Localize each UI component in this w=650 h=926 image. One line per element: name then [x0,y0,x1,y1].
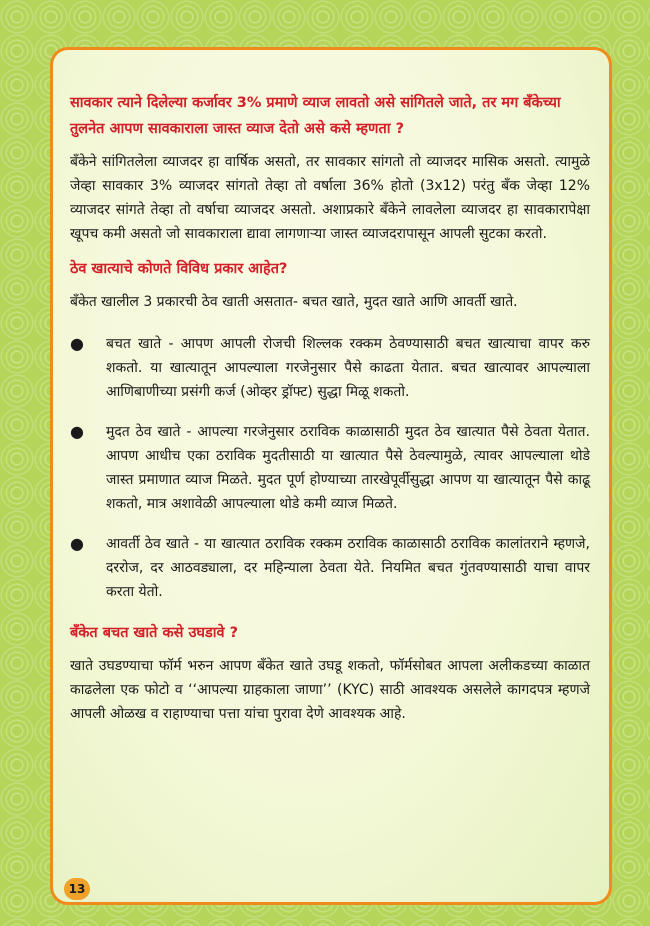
list-item-recurring-deposit [70,532,590,604]
bullet-text: बचत खाते - आपण आपली रोजची शिल्लक रक्कम ठेवण्यासाठी बचत खात्याचा वापर करु शकतो. या खात्यातून आपल्याला गरजेनुसार पैसे काढता येतात. बचत खात्यावर आपल्याला आणिबाणीच्या प्रसंगी कर्ज (ओव्हर ड्रॉफ्ट) सुद्धा मिळू शकतो. [106,336,590,400]
bullet-text: आवर्ती ठेव खाते - या खात्यात ठराविक रक्कम ठराविक काळासाठी ठराविक कालांतराने म्हणजे, दररोज, दर आठवड्याला, दर महिन्याला ठेवता येते. नियमित बचत गुंतवण्यासाठी याचा वापर करता येतो. [106,536,590,600]
bullet-text: मुदत ठेव खाते - आपल्या गरजेनुसार ठराविक काळासाठी मुदत ठेव खात्यात पैसे ठेवता येतात. आपण आधीच एका ठराविक मुदतीसाठी या खात्यात पैसे ठेवल्यामुळे, त्यावर आपल्याला थोडे जास्त प्रमाणात व्याज मिळते. मुदत पूर्ण होण्याच्या तारखेपूर्वीसुद्धा आपण या खात्यातून पैसे काढू शकतो, मात्र अशावेळी आपल्याला थोडे कमी व्याज मिळते. [106,424,590,512]
question-heading-deposit-types: ठेव खात्याचे कोणते विविध प्रकार आहेत? [70,261,288,277]
page-number: 13 [64,878,90,900]
answer-open-account: खाते उघडण्याचा फॉर्म भरुन आपण बँकेत खाते उघडू शकतो, फॉर्मसोबत आपला अलीकडच्या काळात काढलेला एक फोटो व ‘‘आपल्या ग्राहकाला जाणा’’ (KYC) साठी आवश्यक असलेले कागदपत्र म्हणजे आपली ओळख व राहाण्याचा पत्ता यांचा पुरावा देणे आवश्यक आहे. [70,658,590,722]
list-item-savings-account [70,332,590,404]
bullet-dot-icon: ● [70,534,84,553]
bullet-dot-icon: ● [70,422,84,441]
deposit-types-intro: बँकेत खालील 3 प्रकारची ठेव खाती असतात- बचत खाते, मुदत खाते आणि आवर्ती खाते. [70,294,518,310]
answer-interest: बँकेने सांगितलेला व्याजदर हा वार्षिक असतो, तर सावकार सांगतो तो व्याजदर मासिक असतो. त्यामुळे जेव्हा सावकार 3% व्याजदर सांगतो तेव्हा तो वर्षाला 36% होतो (3x12) परंतु बँक जेव्हा 12% व्याजदर सांगते तेव्हा तो वर्षाचा व्याजदर असतो. अशाप्रकारे बँकेने लावलेला व्याजदर हा सावकारापेक्षा खूपच कमी असतो जो सावकाराला द्यावा लागणाऱ्या जास्त व्याजदरापासून आपली सुटका करतो. [70,154,590,242]
page-content [70,90,590,736]
question-heading-interest: सावकार त्याने दिलेल्या कर्जावर 3% प्रमाणे व्याज लावतो असे सांगितले जाते, तर मग बँकेच्या तुलनेत आपण सावकाराला जास्त व्याज देतो असे कसे म्हणता ? [70,95,561,137]
question-heading-open-account: बँकेत बचत खाते कसे उघडावे ? [70,625,238,641]
list-item-fixed-deposit [70,420,590,516]
bullet-dot-icon: ● [70,334,84,353]
